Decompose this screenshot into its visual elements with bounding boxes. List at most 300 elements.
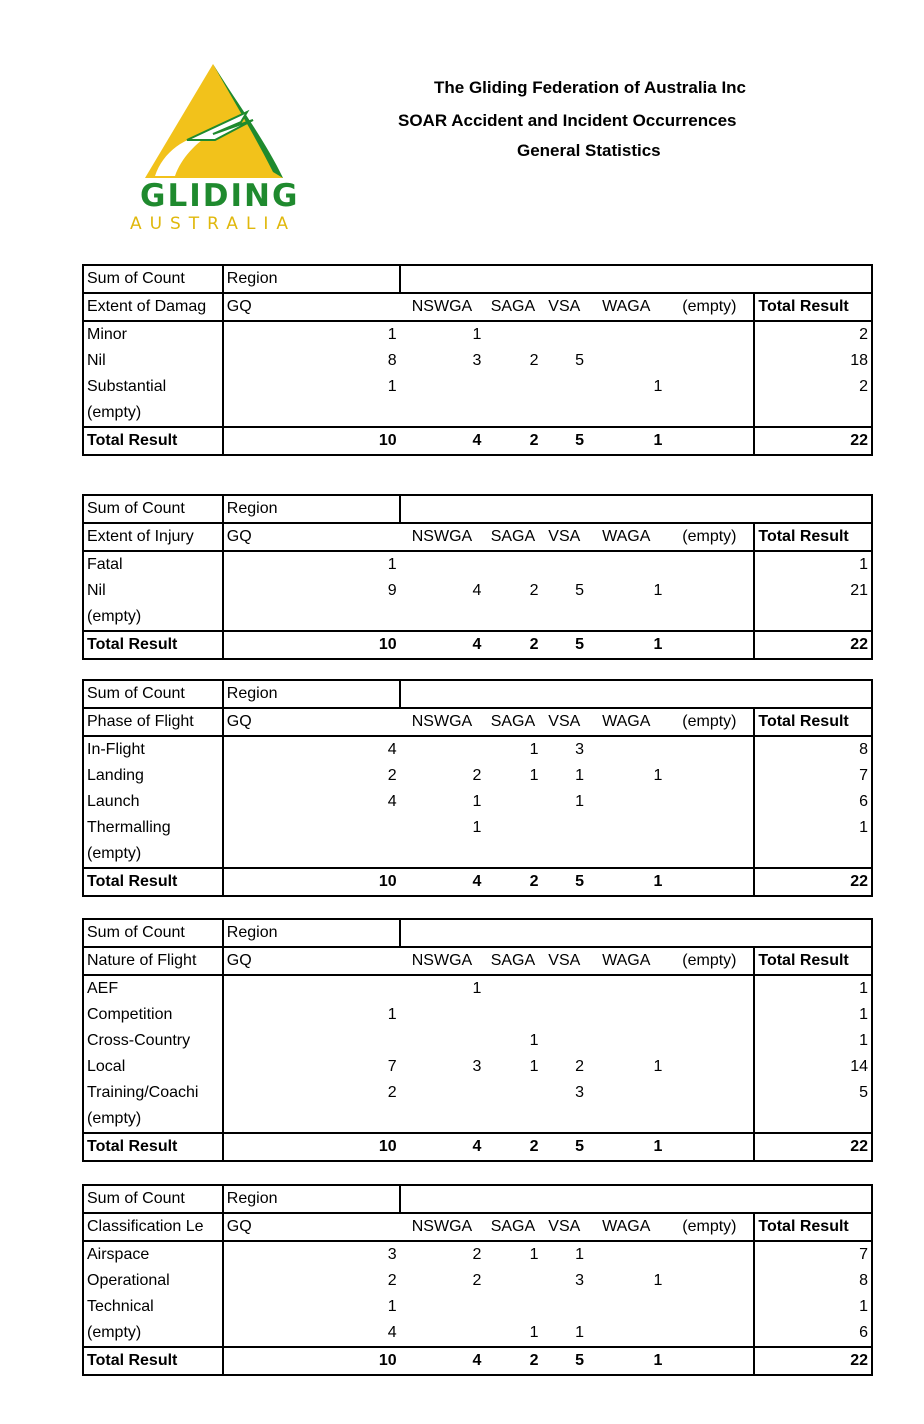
total-cell	[665, 631, 754, 659]
table-cell	[665, 1241, 754, 1268]
column-header: SAGA	[484, 947, 541, 975]
table-cell: 7	[754, 763, 872, 789]
total-cell: 4	[400, 631, 485, 659]
total-cell: 2	[484, 631, 541, 659]
table-cell	[754, 841, 872, 868]
total-cell	[665, 427, 754, 455]
table-cell: 1	[387, 326, 397, 343]
table-cell: 4	[472, 582, 482, 599]
total-cell: 10	[223, 631, 400, 659]
table-cell: 1	[529, 1058, 539, 1075]
sum-of-count-label: Sum of Count	[83, 495, 223, 523]
table-cell	[542, 841, 588, 868]
doc-subtitle: SOAR Accident and Incident Occurrences	[398, 111, 737, 130]
region-header-blank	[400, 1185, 872, 1213]
table-cell: 1	[653, 582, 663, 599]
table-cell	[542, 374, 588, 400]
column-header: VSA	[542, 708, 588, 736]
table-row	[83, 1241, 872, 1268]
pivot-table	[82, 918, 873, 1162]
table-cell	[587, 789, 665, 815]
table-row	[83, 1002, 872, 1028]
column-header: WAGA	[587, 293, 665, 321]
column-header: NSWGA	[400, 523, 485, 551]
column-header: (empty)	[665, 293, 754, 321]
total-cell	[665, 868, 754, 896]
table-cell	[587, 1002, 665, 1028]
table-cell	[484, 1106, 541, 1133]
table-cell	[223, 975, 400, 1002]
table-cell: 7	[387, 1058, 397, 1075]
table-cell	[223, 1028, 400, 1054]
table-cell: 2	[387, 1084, 397, 1101]
table-cell: 1	[754, 815, 872, 841]
region-label: Region	[223, 495, 400, 523]
column-header: VSA	[542, 947, 588, 975]
pivot-column-header-row	[83, 293, 872, 321]
table-cell	[484, 551, 541, 578]
total-row	[83, 1133, 872, 1161]
table-cell: 1	[529, 1246, 539, 1263]
pivot-header-row	[83, 265, 872, 293]
table-cell	[587, 1080, 665, 1106]
table-cell	[754, 1106, 872, 1133]
table-cell: 1	[653, 378, 663, 395]
table-cell	[484, 374, 541, 400]
table-row	[83, 1106, 872, 1133]
table-cell: 2	[387, 767, 397, 784]
table-cell	[587, 348, 665, 374]
sum-of-count-label: Sum of Count	[83, 1185, 223, 1213]
table-cell	[665, 321, 754, 348]
table-cell: 1	[529, 1324, 539, 1341]
table-row	[83, 789, 872, 815]
table-cell	[587, 400, 665, 427]
table-cell: 6	[754, 1320, 872, 1347]
table-cell	[587, 551, 665, 578]
table-cell	[665, 1028, 754, 1054]
row-label: Competition	[83, 1002, 223, 1028]
table-cell	[484, 1080, 541, 1106]
table-cell: 2	[754, 321, 872, 348]
table-row	[83, 841, 872, 868]
total-cell: 1	[587, 868, 665, 896]
table-cell: 1	[754, 551, 872, 578]
table-row	[83, 400, 872, 427]
row-label: In-Flight	[83, 736, 223, 763]
row-label: Training/Coachi	[83, 1080, 223, 1106]
table-cell	[665, 604, 754, 631]
dimension-label: Extent of Damag	[83, 293, 223, 321]
table-cell: 2	[529, 582, 539, 599]
table-cell	[587, 1294, 665, 1320]
table-cell	[665, 975, 754, 1002]
table-row	[83, 975, 872, 1002]
total-cell: 4	[400, 1133, 485, 1161]
pivot-table	[82, 494, 873, 660]
column-header: WAGA	[587, 708, 665, 736]
total-cell: 10	[223, 868, 400, 896]
table-cell: 2	[472, 1246, 482, 1263]
table-cell	[665, 374, 754, 400]
column-header: VSA	[542, 523, 588, 551]
total-cell: 5	[542, 1133, 588, 1161]
row-label: (empty)	[83, 841, 223, 868]
total-cell: 2	[484, 427, 541, 455]
table-row	[83, 321, 872, 348]
table-cell	[665, 1294, 754, 1320]
table-cell: 5	[575, 582, 585, 599]
table-cell	[665, 815, 754, 841]
row-label: AEF	[83, 975, 223, 1002]
total-cell: 4	[400, 427, 485, 455]
table-cell: 8	[387, 352, 397, 369]
column-header: (empty)	[665, 523, 754, 551]
table-cell	[223, 815, 400, 841]
table-cell: 21	[754, 578, 872, 604]
total-cell: 2	[484, 1133, 541, 1161]
table-cell	[542, 1294, 588, 1320]
table-cell	[400, 374, 485, 400]
table-cell: 8	[754, 736, 872, 763]
table-cell	[587, 736, 665, 763]
total-cell: 1	[587, 1347, 665, 1375]
dimension-label: Extent of Injury	[83, 523, 223, 551]
column-header: GQ	[223, 708, 400, 736]
total-cell: 5	[542, 631, 588, 659]
table-cell	[484, 975, 541, 1002]
table-cell	[665, 551, 754, 578]
row-label: Fatal	[83, 551, 223, 578]
table-cell: 6	[754, 789, 872, 815]
table-cell: 1	[472, 819, 482, 836]
table-cell	[223, 604, 400, 631]
column-header: VSA	[542, 1213, 588, 1241]
table-cell: 3	[575, 1084, 585, 1101]
column-header: NSWGA	[400, 947, 485, 975]
column-header: WAGA	[587, 947, 665, 975]
table-cell: 2	[387, 1272, 397, 1289]
column-header: WAGA	[587, 1213, 665, 1241]
logo-wordmark-australia: AUSTRALIA	[129, 214, 297, 234]
table-cell	[400, 1106, 485, 1133]
region-header-blank	[400, 680, 872, 708]
table-cell	[587, 604, 665, 631]
table-cell: 5	[754, 1080, 872, 1106]
total-row	[83, 868, 872, 896]
region-label: Region	[223, 1185, 400, 1213]
column-header: NSWGA	[400, 1213, 485, 1241]
table-cell	[400, 1320, 485, 1347]
table-cell	[587, 975, 665, 1002]
region-header-blank	[400, 919, 872, 947]
total-cell	[665, 1133, 754, 1161]
table-cell: 2	[529, 352, 539, 369]
table-cell	[400, 400, 485, 427]
table-cell: 1	[754, 975, 872, 1002]
doc-title: The Gliding Federation of Australia Inc	[434, 78, 747, 97]
table-row	[83, 604, 872, 631]
table-row	[83, 1268, 872, 1294]
table-cell: 3	[575, 741, 585, 758]
table-cell: 1	[387, 556, 397, 573]
column-header: WAGA	[587, 523, 665, 551]
region-header-blank	[400, 495, 872, 523]
table-row	[83, 815, 872, 841]
table-cell: 1	[387, 1298, 397, 1315]
table-cell: 1	[529, 741, 539, 758]
table-cell	[542, 1106, 588, 1133]
total-row	[83, 1347, 872, 1375]
table-row	[83, 763, 872, 789]
table-row	[83, 578, 872, 604]
row-label: Substantial	[83, 374, 223, 400]
row-label: (empty)	[83, 604, 223, 631]
column-header: (empty)	[665, 708, 754, 736]
sum-of-count-label: Sum of Count	[83, 265, 223, 293]
table-cell: 5	[575, 352, 585, 369]
table-cell: 2	[754, 374, 872, 400]
pivot-column-header-row	[83, 708, 872, 736]
table-row	[83, 1028, 872, 1054]
table-cell: 14	[754, 1054, 872, 1080]
pivot-column-header-row	[83, 1213, 872, 1241]
table-cell	[223, 400, 400, 427]
table-cell	[223, 841, 400, 868]
table-cell	[400, 841, 485, 868]
column-header: Total Result	[754, 293, 872, 321]
table-cell: 3	[472, 352, 482, 369]
table-cell	[587, 1241, 665, 1268]
table-cell: 4	[387, 793, 397, 810]
table-cell	[484, 789, 541, 815]
table-cell: 1	[472, 326, 482, 343]
table-cell	[542, 604, 588, 631]
pivot-table	[82, 264, 873, 456]
table-cell: 1	[387, 378, 397, 395]
region-header-blank	[400, 265, 872, 293]
total-label: Total Result	[83, 868, 223, 896]
total-label: Total Result	[83, 427, 223, 455]
region-label: Region	[223, 919, 400, 947]
dimension-label: Nature of Flight	[83, 947, 223, 975]
column-header: SAGA	[484, 1213, 541, 1241]
column-header: VSA	[542, 293, 588, 321]
pivot-column-header-row	[83, 947, 872, 975]
table-cell: 7	[754, 1241, 872, 1268]
table-row	[83, 1054, 872, 1080]
table-cell	[754, 604, 872, 631]
table-row	[83, 348, 872, 374]
table-cell	[400, 736, 485, 763]
total-row	[83, 427, 872, 455]
row-label: Airspace	[83, 1241, 223, 1268]
table-cell: 18	[754, 348, 872, 374]
table-row	[83, 1080, 872, 1106]
column-header: Total Result	[754, 523, 872, 551]
total-label: Total Result	[83, 631, 223, 659]
table-cell	[665, 763, 754, 789]
table-cell	[665, 1320, 754, 1347]
table-cell	[542, 400, 588, 427]
row-label: Cross-Country	[83, 1028, 223, 1054]
table-cell: 2	[472, 1272, 482, 1289]
table-cell: 9	[387, 582, 397, 599]
row-label: (empty)	[83, 1106, 223, 1133]
table-cell	[400, 1028, 485, 1054]
pivot-header-row	[83, 495, 872, 523]
table-cell	[484, 1002, 541, 1028]
table-cell	[587, 1320, 665, 1347]
row-label: Operational	[83, 1268, 223, 1294]
column-header: (empty)	[665, 1213, 754, 1241]
row-label: Launch	[83, 789, 223, 815]
table-cell: 4	[387, 1324, 397, 1341]
sum-of-count-label: Sum of Count	[83, 680, 223, 708]
table-cell: 1	[754, 1294, 872, 1320]
table-cell: 4	[387, 741, 397, 758]
total-cell	[665, 1347, 754, 1375]
table-cell	[665, 400, 754, 427]
column-header: GQ	[223, 293, 400, 321]
total-cell: 22	[754, 427, 872, 455]
total-cell: 4	[400, 868, 485, 896]
table-cell	[665, 1106, 754, 1133]
column-header: GQ	[223, 523, 400, 551]
table-cell	[400, 1080, 485, 1106]
dimension-label: Classification Le	[83, 1213, 223, 1241]
table-row	[83, 374, 872, 400]
table-cell	[542, 815, 588, 841]
table-cell: 1	[575, 1246, 585, 1263]
pivot-header-row	[83, 1185, 872, 1213]
column-header: SAGA	[484, 293, 541, 321]
column-header: NSWGA	[400, 293, 485, 321]
table-row	[83, 551, 872, 578]
table-cell: 3	[472, 1058, 482, 1075]
total-label: Total Result	[83, 1347, 223, 1375]
table-cell: 1	[653, 767, 663, 784]
table-cell	[587, 1106, 665, 1133]
pivot-column-header-row	[83, 523, 872, 551]
table-row	[83, 1320, 872, 1347]
total-cell: 1	[587, 1133, 665, 1161]
table-cell	[587, 321, 665, 348]
table-cell: 1	[575, 767, 585, 784]
row-label: Technical	[83, 1294, 223, 1320]
column-header: SAGA	[484, 523, 541, 551]
column-header: NSWGA	[400, 708, 485, 736]
column-header: Total Result	[754, 1213, 872, 1241]
table-cell: 1	[472, 980, 482, 997]
row-label: Thermalling	[83, 815, 223, 841]
table-cell	[542, 975, 588, 1002]
row-label: Minor	[83, 321, 223, 348]
table-cell: 1	[754, 1002, 872, 1028]
table-cell: 3	[387, 1246, 397, 1263]
total-cell: 10	[223, 427, 400, 455]
table-cell: 1	[387, 1006, 397, 1023]
column-header: SAGA	[484, 708, 541, 736]
table-row	[83, 736, 872, 763]
table-cell	[587, 1028, 665, 1054]
total-cell: 4	[400, 1347, 485, 1375]
total-cell: 5	[542, 868, 588, 896]
total-cell: 5	[542, 1347, 588, 1375]
table-cell	[665, 578, 754, 604]
total-cell: 1	[587, 427, 665, 455]
total-row	[83, 631, 872, 659]
table-cell	[587, 841, 665, 868]
total-cell: 2	[484, 1347, 541, 1375]
table-cell: 3	[575, 1272, 585, 1289]
table-cell	[665, 736, 754, 763]
table-cell	[400, 1294, 485, 1320]
table-cell: 1	[754, 1028, 872, 1054]
table-cell: 1	[529, 1032, 539, 1049]
table-cell: 8	[754, 1268, 872, 1294]
column-header: (empty)	[665, 947, 754, 975]
logo-wordmark-gliding: GLIDING	[140, 178, 300, 214]
table-cell	[665, 1054, 754, 1080]
table-cell	[587, 815, 665, 841]
total-cell: 2	[484, 868, 541, 896]
column-header: Total Result	[754, 947, 872, 975]
table-cell	[542, 1028, 588, 1054]
table-cell: 1	[529, 767, 539, 784]
table-cell: 1	[472, 793, 482, 810]
table-cell: 1	[653, 1058, 663, 1075]
row-label: (empty)	[83, 1320, 223, 1347]
doc-section-title: General Statistics	[517, 141, 661, 160]
row-label: Local	[83, 1054, 223, 1080]
total-cell: 22	[754, 1347, 872, 1375]
column-header: GQ	[223, 947, 400, 975]
table-cell	[754, 400, 872, 427]
table-cell	[542, 321, 588, 348]
table-cell: 1	[575, 1324, 585, 1341]
table-cell	[484, 841, 541, 868]
row-label: Nil	[83, 348, 223, 374]
table-cell	[400, 551, 485, 578]
total-cell: 10	[223, 1133, 400, 1161]
table-cell	[484, 1268, 541, 1294]
column-header: Total Result	[754, 708, 872, 736]
table-cell	[542, 1002, 588, 1028]
row-label: Nil	[83, 578, 223, 604]
table-cell: 1	[653, 1272, 663, 1289]
total-cell: 22	[754, 631, 872, 659]
column-header: GQ	[223, 1213, 400, 1241]
pivot-table	[82, 679, 873, 897]
table-cell	[665, 1268, 754, 1294]
table-cell	[223, 1106, 400, 1133]
pivot-header-row	[83, 680, 872, 708]
table-cell	[484, 321, 541, 348]
total-cell: 22	[754, 868, 872, 896]
pivot-header-row	[83, 919, 872, 947]
table-cell	[665, 789, 754, 815]
table-cell	[665, 841, 754, 868]
table-cell	[484, 400, 541, 427]
region-label: Region	[223, 265, 400, 293]
total-cell: 22	[754, 1133, 872, 1161]
table-cell: 1	[575, 793, 585, 810]
table-cell	[400, 1002, 485, 1028]
total-label: Total Result	[83, 1133, 223, 1161]
table-cell	[484, 1294, 541, 1320]
table-cell	[665, 348, 754, 374]
